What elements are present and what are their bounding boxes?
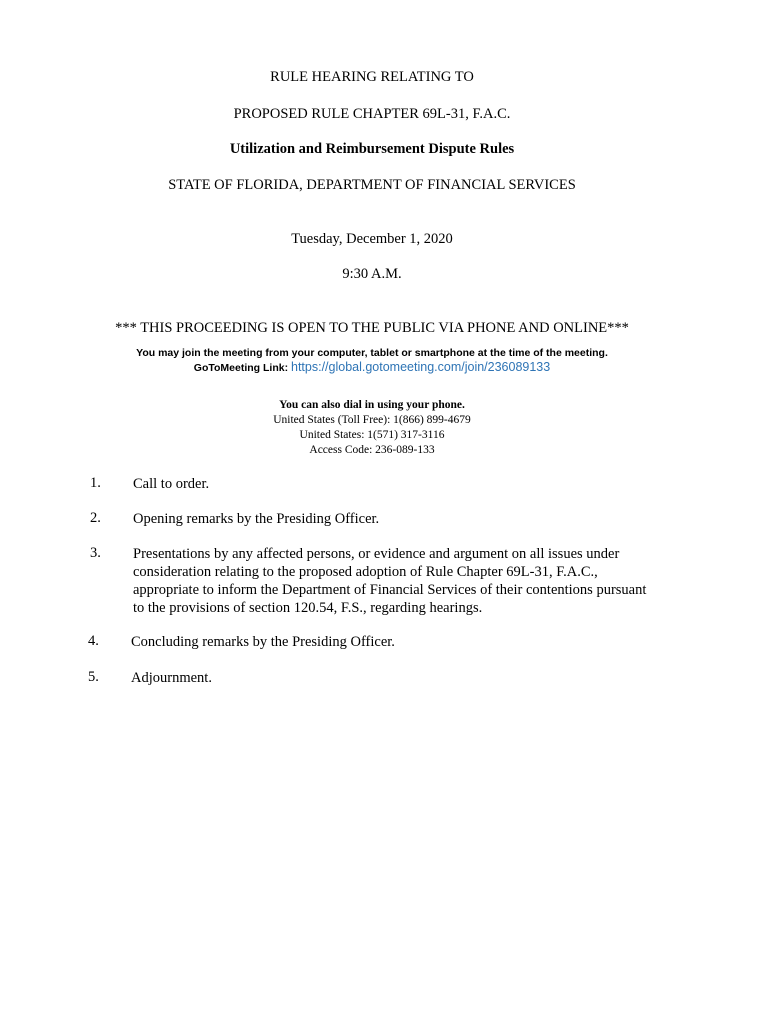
agenda-item-text: Presentations by any affected persons, or evidence and argument on all issues under consideration relating to the proposed adoption of Rule Chapter 69L-31, F.A.C., appropriate to inform the Department of Financial Services of their contentions pursuant to the provisions of section 120.54, F.S., regarding hearings.	[133, 546, 647, 616]
meeting-link[interactable]: https://global.gotomeeting.com/join/236089133	[291, 360, 551, 374]
agenda-item-text: Call to order.	[133, 476, 210, 492]
agenda-item-number: 4.	[88, 633, 99, 649]
hearing-date: Tuesday, December 1, 2020	[291, 231, 453, 247]
agenda-item-number: 5.	[88, 669, 99, 685]
agenda-item-text: Opening remarks by the Presiding Officer.	[133, 511, 380, 527]
dial-in-access-code: Access Code: 236-089-133	[309, 444, 435, 456]
dial-in-title: You can also dial in using your phone.	[279, 399, 465, 411]
agenda-item-number: 2.	[90, 510, 101, 526]
heading-department: STATE OF FLORIDA, DEPARTMENT OF FINANCIAL SERVICES	[168, 177, 576, 193]
agenda-item-text: Concluding remarks by the Presiding Officer.	[131, 634, 395, 650]
heading-rule-hearing: RULE HEARING RELATING TO	[270, 69, 474, 85]
public-notice: *** THIS PROCEEDING IS OPEN TO THE PUBLIC VIA PHONE AND ONLINE***	[115, 320, 629, 336]
dial-in-us-number: United States: 1(571) 317-3116	[299, 429, 445, 441]
meeting-link-line	[0, 360, 744, 374]
agenda-item-number: 3.	[90, 545, 101, 561]
heading-rule-title: Utilization and Reimbursement Dispute Rules	[229, 141, 515, 157]
dial-in-toll-free: United States (Toll Free): 1(866) 899-4679	[273, 414, 471, 426]
hearing-time: 9:30 A.M.	[342, 266, 402, 282]
meeting-link-label: GoToMeeting Link:	[193, 362, 289, 374]
heading-proposed-rule: PROPOSED RULE CHAPTER 69L-31, F.A.C.	[233, 106, 511, 122]
agenda-item-number: 1.	[90, 475, 101, 491]
join-instructions: You may join the meeting from your computer, tablet or smartphone at the time of the meeting.	[136, 347, 608, 359]
agenda-item-text: Adjournment.	[131, 670, 212, 686]
